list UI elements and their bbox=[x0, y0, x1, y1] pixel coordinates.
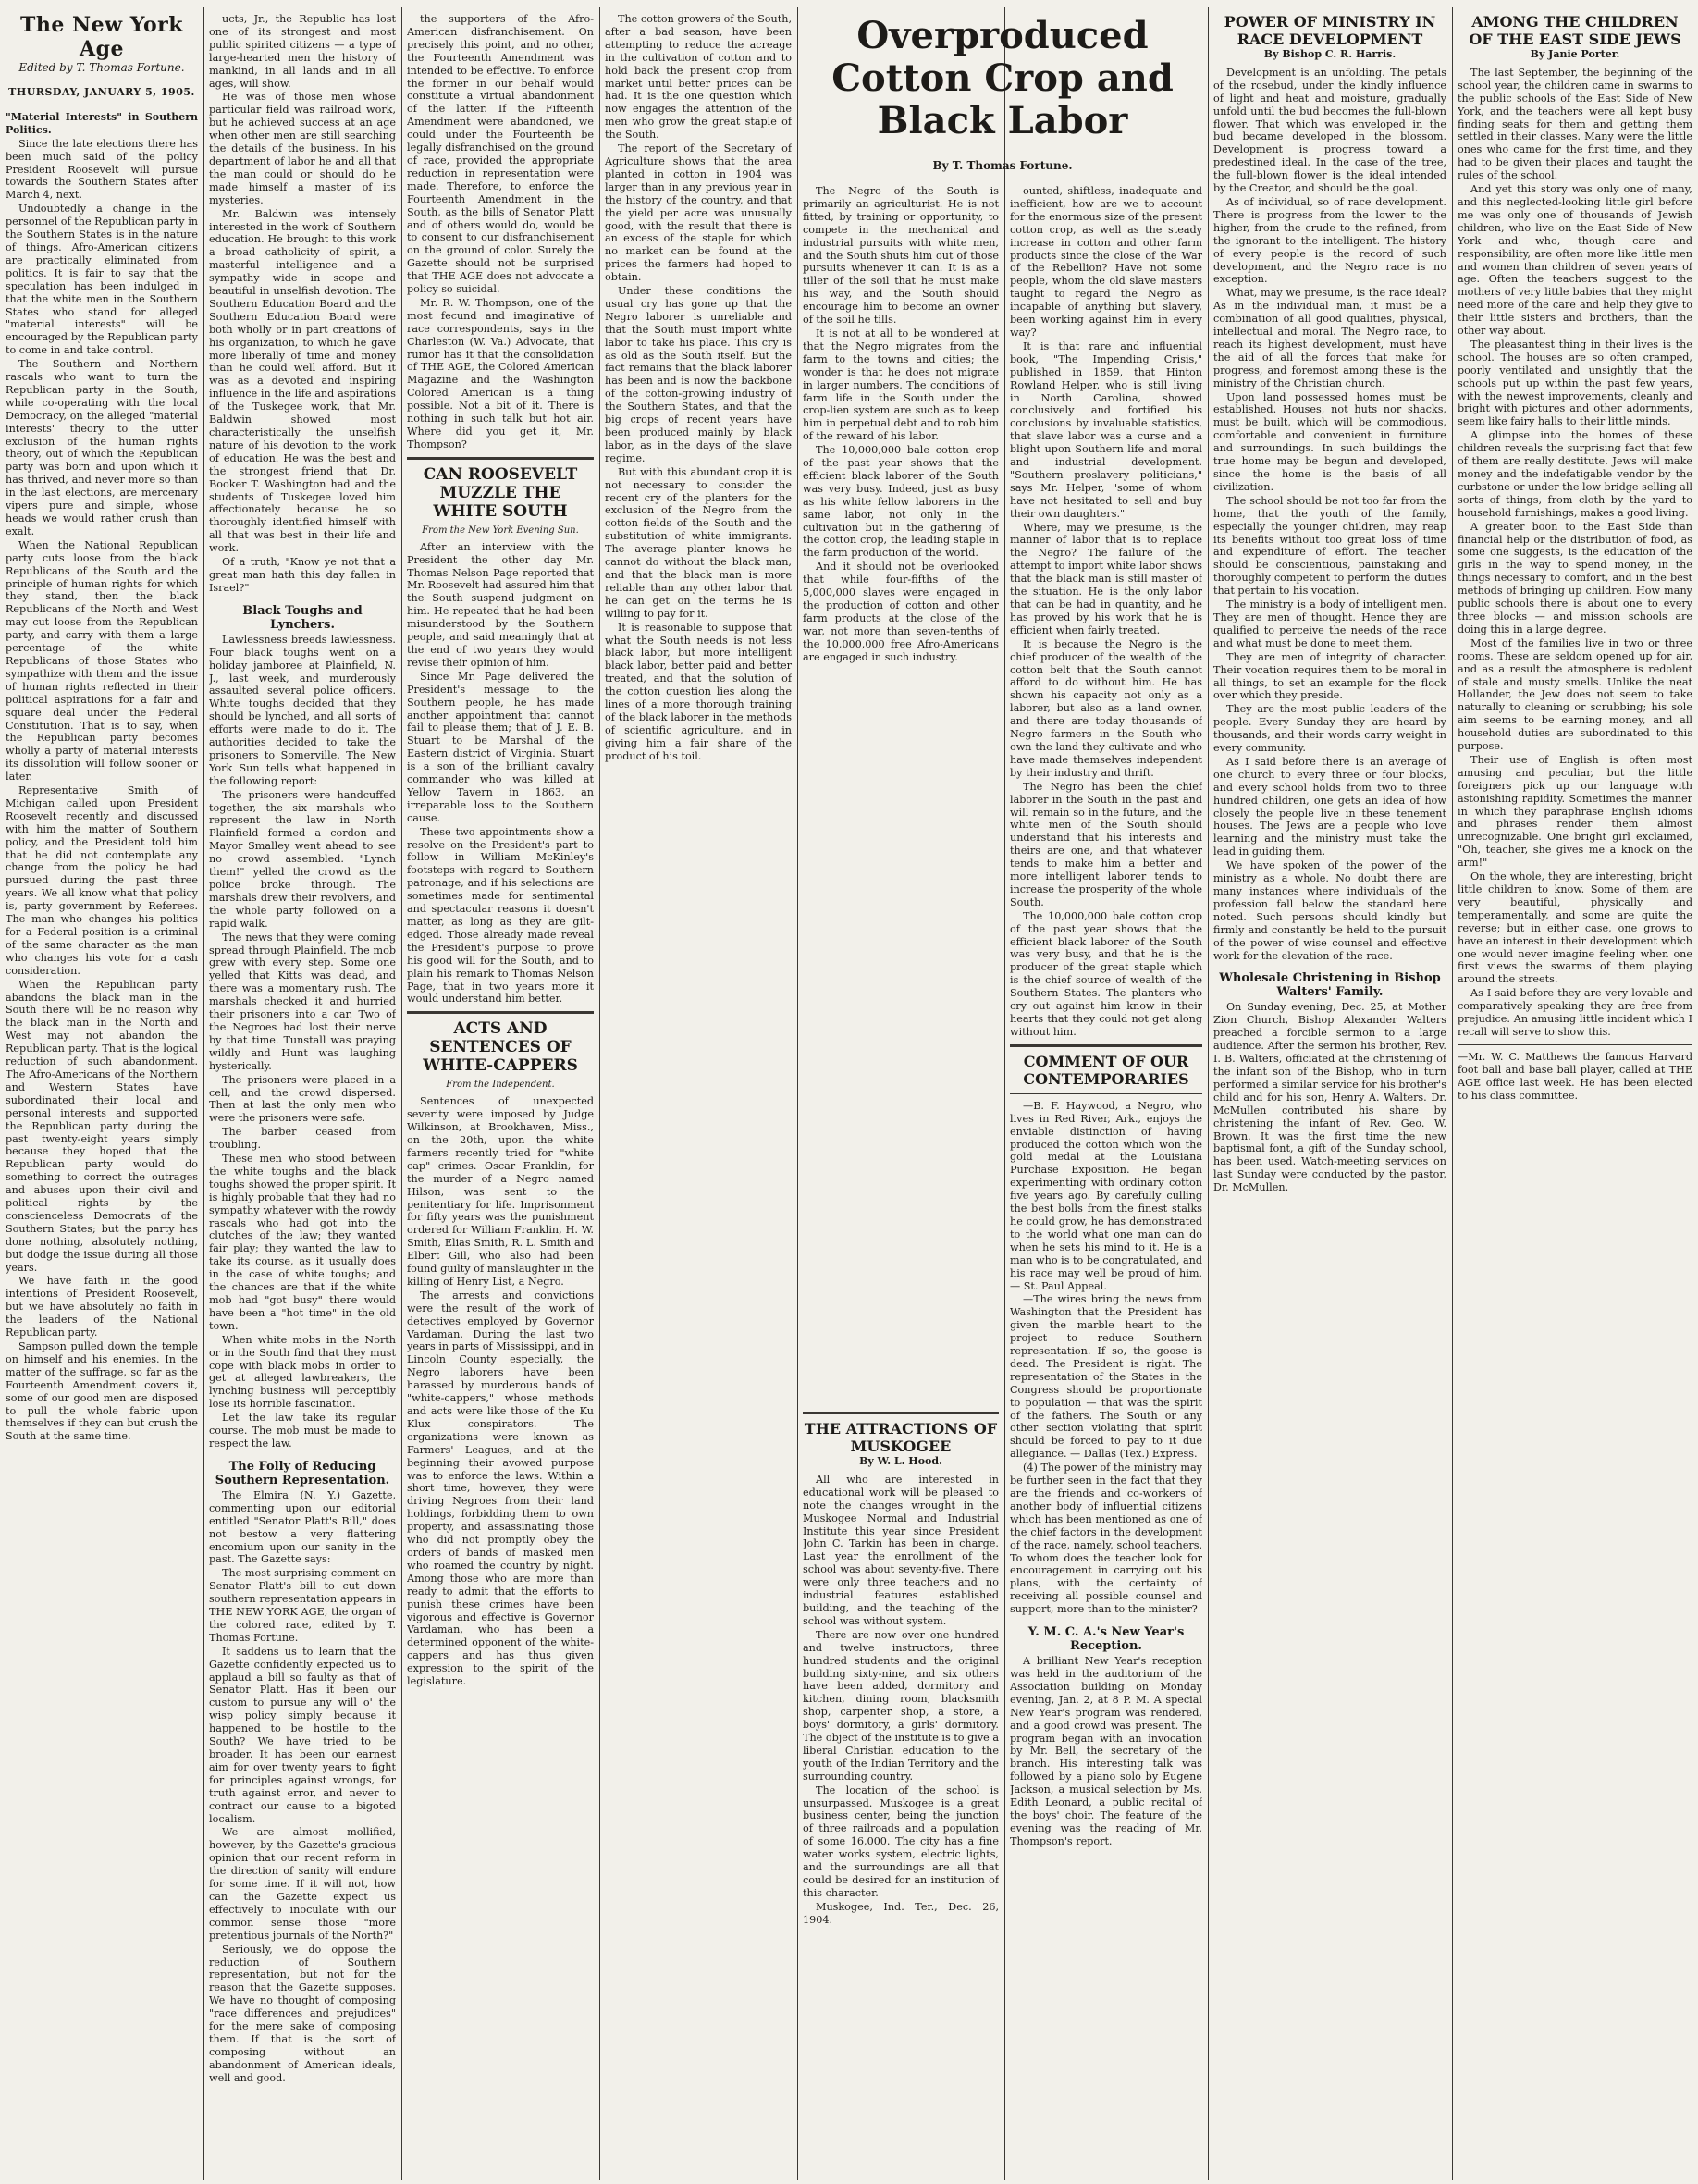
column-3 bbox=[407, 13, 594, 2178]
paragraph: What, may we presume, is the race ideal? As in the individual man, it must be a combination of all good qualities, physical, intellectual and moral. The Negro race, to reach its highest development, must have the aid of all the forces that make for progress, and foremost among these is the ministry of the Christian church. bbox=[1213, 287, 1446, 389]
article-body bbox=[209, 634, 396, 1450]
divider bbox=[803, 1412, 999, 1414]
paragraph: The arrests and convictions were the result of the work of detectives employed by Governor Vardaman. During the last two years in parts of Mississippi, and in Lincoln County especially, the Negro laborers have been harassed by murderous bands of "white-cappers," whose methods and acts were like those of the Ku Klux conspirators. The organizations were known as Farmers' Leagues, and at the beginning their avowed purpose was to enforce the laws. Within a short time, however, they were driving Negroes from their land holdings, forbidding them to own property, and assassinating those who did not promptly obey the orders of bands of masked men who roamed the country by night. Among those who are more than ready to admit that the efforts to punish these crimes have been vigorous and effective is Governor Vardaman, who has been a determined opponent of the white-cappers and has thus given expression to the spirit of the legislature. bbox=[407, 1289, 594, 1688]
article-body bbox=[1213, 1001, 1446, 1194]
article-body bbox=[1458, 67, 1692, 1039]
paragraph: (4) The power of the ministry may be further seen in the fact that they are the friends and co-workers of another body of influential citizens which has been mentioned as one of the chief factors in the development of the race, namely, school teachers. To whom does the teacher look for encouragement in carrying out his plans, with the certainty of receiving all possible counsel and support, more than to the minister? bbox=[1010, 1462, 1202, 1616]
paragraph: Seriously, we do oppose the reduction of Southern representation, but not for the reason that the Gazette supposes. We have no thought of composing "race differences and prejudices" for the mere sake of composing them. If that is the sort of composing without an abandonment of American ideals, well and good. bbox=[209, 1943, 396, 2084]
article-body bbox=[209, 1489, 396, 2085]
paragraph: Under these conditions the usual cry has gone up that the Negro laborer is unreliable and that the South must import white labor to take his place. This cry is as old as the South itself. But the fact remains that the black laborer has been and is now the backbone of the cotton-growing industry of the Southern States, and that the big crops of recent years have been produced mainly by black labor, as in the days of the slave regime. bbox=[605, 285, 792, 464]
paragraph: They are the most public leaders of the people. Every Sunday they are heard by thousands, and their words carry weight in every community. bbox=[1213, 703, 1446, 755]
paragraph: After an interview with the President the other day Mr. Thomas Nelson Page reported that Mr. Roosevelt had assured him that the South suspend judgment on him. He repeated that he had been misunderstood by the Southern people, and said meaningly that at the end of two years they would revise their opinion of him. bbox=[407, 540, 594, 669]
paragraph: And it should not be overlooked that while four-fifths of the 5,000,000 slaves were engaged in the production of cotton and other farm products at the close of the war, not more than seven-tenths of the 10,000,000 free Afro-Americans are engaged in such industry. bbox=[803, 561, 999, 663]
article-byline: By Janie Porter. bbox=[1530, 48, 1620, 60]
masthead-title: The New York Age bbox=[19, 13, 184, 61]
masthead bbox=[6, 13, 198, 74]
column-rule bbox=[1004, 7, 1005, 2180]
paragraph: A greater boon to the East Side than financial help or the distribution of food, as some one suggests, is the education of the girls in the way to spend money, in the things necessary to comfort, and in the best methods of bringing up children. How many public schools there is about one to every three blocks — and mission schools are doing this in a large degree. bbox=[1458, 520, 1692, 635]
paragraph: The Negro has been the chief laborer in the South in the past and will remain so in the future, and the white men of the South should understand that his interests and theirs are one, and that whatever tends to make him a better and more intelligent laborer tends to increase the prosperity of the whole South. bbox=[1010, 780, 1202, 908]
paragraph: The 10,000,000 bale cotton crop of the past year shows that the efficient black laborer of the South was very busy. Indeed, just as busy as his white fellow laborers in the same labor, not only in the cultivation but in the gathering of the cotton crop, the leading staple in the farm production of the world. bbox=[803, 444, 999, 560]
paragraph: Sentences of unexpected severity were imposed by Judge Wilkinson, at Brookhaven, Miss., on the 20th, upon the white farmers recently tried for "white cap" crimes. Oscar Franklin, for the murder of a Negro named Hilson, was sent to the penitentiary for life. Imprisonment for fifty years was the punishment ordered for William Franklin, H. W. Smith, Elias Smith, R. L. Smith and Elbert Gill, who also had been found guilty of manslaughter in the killing of Henry List, a Negro. bbox=[407, 1095, 594, 1288]
column-4 bbox=[605, 13, 792, 2178]
article-body bbox=[407, 541, 594, 1006]
news-note: —Mr. W. C. Matthews the famous Harvard foot ball and base ball player, called at THE AGE office last week. He has been elected to his class committee. bbox=[1458, 1050, 1692, 1102]
column-rule bbox=[797, 7, 798, 2180]
divider bbox=[1010, 1093, 1202, 1094]
paragraph: The school should be not too far from the home, that the youth of the family, especially the younger children, may reap its benefits without too great loss of time and expenditure of effort. The teacher should be conscientious, painstaking and thoroughly competent to perform the duties that pertain to his vocation. bbox=[1213, 494, 1446, 598]
column-6 bbox=[1010, 185, 1202, 2178]
paragraph: Mr. Baldwin was intensely interested in the work of Southern education. He brought to this work a broad catholicity of spirit, a masterful intelligence and a sympathy wide in scope and beautiful in unselfish devotion. The Southern Education Board and the Southern Education Board were both wholly or in part creations of his organization, to which he gave more liberally of time and money than he could well afford. But it was as a devoted and inspiring influence in the life and aspirations of the Tuskegee work, that Mr. Baldwin showed most characteristically the unselfish nature of his devotion to the work of education. He was the best and the strongest friend that Dr. Booker T. Washington had and the students of Tuskegee loved him affectionately because he so thoroughly identified himself with all that was best in their life and work. bbox=[209, 207, 396, 555]
article-body bbox=[407, 1095, 594, 1688]
paragraph: The report of the Secretary of Agriculture shows that the area planted in cotton in 1904 was larger than in any previous year in the history of the country, and that the yield per acre was unusually good, with the result that there is an excess of the staple for which no market can be found at the prices the farmers had hoped to obtain. bbox=[605, 142, 792, 284]
paragraph: Since the late elections there has been much said of the policy President Roosevelt will pursue towards the Southern States after March 4, next. bbox=[6, 137, 198, 202]
article-source: From the New York Evening Sun. bbox=[422, 524, 579, 536]
article-source: From the Independent. bbox=[446, 1080, 555, 1091]
feature-banner: Overproduced Cotton Crop and Black Labor bbox=[831, 14, 1174, 142]
issue-date: THURSDAY, JANUARY 5, 1905. bbox=[8, 86, 195, 98]
column-rule bbox=[401, 7, 402, 2180]
article-headline: THE ATTRACTIONS OF MUSKOGEE bbox=[804, 1420, 998, 1455]
paragraph: But with this abundant crop it is not necessary to consider the recent cry of the planters for the exclusion of the Negro from the cotton fields of the South and the substitution of white immigrants. The average planter knows he cannot do without the black man, and that the black man is more reliable than any other labor that he can get on the terms he is willing to pay for it. bbox=[605, 465, 792, 620]
column-2 bbox=[209, 13, 396, 2178]
paragraph: The Negro of the South is primarily an agriculturist. He is not fitted, by training or opportunity, to compete in the mechanical and industrial pursuits with white men, and the South shuts him out of those pursuits whenever it can. It is as a tiller of the soil that he must make his way, and the South should encourage him to become an owner of the soil he tills. bbox=[803, 185, 999, 327]
paragraph: They are men of integrity of character. Their vocation requires them to be moral in all things, to set an example for the flock over which they preside. bbox=[1213, 650, 1446, 702]
paragraph: The Southern and Northern rascals who want to turn the Republican party in the South, while co-operating with the local Democracy, on the alleged "material interests" theory to the utter exclusion of the human rights theory, out of which the Republican party was born and upon which it has thrived, and never more so than in the last elections, are mercenary vipers pure and simple, whose heads we would rather crush than exalt. bbox=[6, 358, 198, 537]
paragraph: These men who stood between the white toughs and the black toughs showed the proper spirit. It is highly probable that they had no sympathy whatever with the rowdy rascals who had got into the clutches of the law; they wanted fair play; they wanted the law to take its course, as it usually does in the case of white toughs; and the chances are that if the white mob had "got busy" there would have been a "hot time" in the old town. bbox=[209, 1153, 396, 1332]
article-headline: Y. M. C. A.'s New Year's Reception. bbox=[1027, 1625, 1185, 1654]
paragraph: The prisoners were handcuffed together, the six marshals who represent the law in North Plainfield formed a cordon and Mayor Smalley went ahead to see no crowd assembled. "Lynch them!" yelled the crowd as the police broke through. The marshals drew their revolvers, and the whole party followed on a rapid walk. bbox=[209, 788, 396, 930]
article-byline: By W. L. Hood. bbox=[859, 1455, 942, 1467]
paragraph: It is because the Negro is the chief producer of the wealth of the cotton belt that the South cannot afford to do without him. He has shown his capacity not only as a laborer, but also as a land owner, and there are today thousands of Negro farmers in the South who own the land they cultivate and who have made themselves independent by their industry and thrift. bbox=[1010, 637, 1202, 779]
paragraph: We have spoken of the power of the ministry as a whole. No doubt there are many instances where individuals of the profession fall below the standard here noted. Such persons should kindly but firmly and constantly be held to the pursuit of the power of wise counsel and effective work for the elevation of the race. bbox=[1213, 859, 1446, 962]
column-rule bbox=[599, 7, 600, 2180]
article-body bbox=[803, 185, 999, 664]
feature-byline: By T. Thomas Fortune. bbox=[932, 159, 1073, 172]
paragraph: The prisoners were placed in a cell, and the crowd dispersed. Then at last the only men who were the prisoners were safe. bbox=[209, 1073, 396, 1125]
paragraph: Since Mr. Page delivered the President's message to the Southern people, he has made another appointment that cannot fail to please them; that of J. E. B. Stuart to be Marshal of the Eastern district of Virginia. Stuart is a son of the brilliant cavalry commander who was killed at Yellow Tavern in 1863, an irreparable loss to the Southern cause. bbox=[407, 670, 594, 824]
column-8 bbox=[1458, 13, 1692, 2178]
column-rule bbox=[1452, 7, 1453, 2180]
paragraph: It is that rare and influential book, "The Impending Crisis," published in 1859, that Hinton Rowland Helper, who is still living in North Carolina, showed conclusively and fortified his conclusions by invaluable statistics, that slave labor was a curse and a blight upon Southern life and moral and industrial development. "Southern proslavery politicians," says Mr. Helper, "some of whom have not hesitated to sell and buy their own daughters." bbox=[1010, 339, 1202, 520]
column-1 bbox=[6, 13, 198, 2178]
paragraph: Mr. R. W. Thompson, one of the most fecund and imaginative of race correspondents, says in the Charleston (W. Va.) Advocate, that rumor has it that the consolidation of THE AGE, the Colored American Magazine and the Washington Colored American is a thing possible. Not a bit of it. There is nothing in such talk but hot air. Where did you get it, Mr. Thompson? bbox=[407, 296, 594, 450]
paragraph: It is reasonable to suppose that what the South needs is not less black labor, but more intelligent black labor, better paid and better treated, and that the solution of the cotton question lies along the lines of a more thorough training of the black laborer in the methods of scientific agriculture, and in giving him a fair share of the product of his toil. bbox=[605, 621, 792, 762]
column-rule bbox=[203, 7, 204, 2180]
paragraph: On Sunday evening, Dec. 25, at Mother Zion Church, Bishop Alexander Walters preached a forcible sermon to a large audience. After the sermon his brother, Rev. I. B. Walters, officiated at the christening of the infant son of the Bishop, who in turn performed a similar service for his brother's child and for his son, Henry A. Walters. Dr. McMullen contributed his share by christening the infant of Rev. Geo. W. Brown. It was the first time the new baptismal font, a gift of the Sunday school, has been used. Watch-meeting services on last Sunday were conducted by the pastor, Dr. McMullen. bbox=[1213, 1001, 1446, 1194]
article-body bbox=[1213, 67, 1446, 963]
paragraph: All who are interested in educational work will be pleased to note the changes wrought in the Muskogee Normal and Industrial Institute this year since President John C. Tarkin has been in charge. Last year the enrollment of the school was about seventy-five. There were only three teachers and no industrial features established building, and the teaching of the school was without system. bbox=[803, 1473, 999, 1627]
paragraph: A brilliant New Year's reception was held in the auditorium of the Association building on Monday evening, Jan. 2, at 8 P. M. A special New Year's program was rendered, and a good crowd was present. The program began with an invocation by Mr. Bell, the secretary of the branch. His interesting talk was followed by a piano solo by Eugene Jackson, a musical selection by Ms. Edith Leonard, a public recital of the boys' choir. The feature of the evening was the reading of Mr. Thompson's report. bbox=[1010, 1655, 1202, 1847]
paragraph: The 10,000,000 bale cotton crop of the past year shows that the efficient black laborer of the South was very busy, and that he is the producer of the great staple which is the chief source of wealth of the Southern States. The planters who cry out against him know in their hearts that they could not get along without him. bbox=[1010, 909, 1202, 1038]
article-headline: CAN ROOSEVELT MUZZLE THE WHITE SOUTH bbox=[423, 464, 578, 521]
paragraph: Muskogee, Ind. Ter., Dec. 26, 1904. bbox=[803, 1900, 999, 1926]
paragraph: Lawlessness breeds lawlessness. Four black toughs went on a holiday jamboree at Plainfield, N. J., last week, and murderously assaulted several police officers. White toughs decided that they should be lynched, and all sorts of efforts were made to do it. The authorities decided to take the prisoners to Somerville. The New York Sun tells what happened in the following report: bbox=[209, 633, 396, 787]
article-body bbox=[1010, 1655, 1202, 1848]
article-body bbox=[1010, 1100, 1202, 1616]
paragraph: When the Republican party abandons the black man in the South there will be no reason why the black man in the North and West may not abandon the Republican party. That is the logical reduction of such abandonment. The Afro-Americans of the Northern and Western States have subordinated their local and personal interests and supported the Republican party during the past twenty-eight years simply because they hoped that the Republican party would do something to correct the outrages and abuses upon their civil and political rights by the conscienceless Democrats of the Southern States; but the party has done nothing, absolutely nothing, but dodge the issue during all those years. bbox=[6, 978, 198, 1274]
paragraph: The cotton growers of the South, after a bad season, have been attempting to reduce the acreage in the cultivation of cotton and to hold back the present crop from market until better prices can be had. It is the one question which now engages the attention of the men who grow the great staple of the South. bbox=[605, 13, 792, 142]
paragraph: Let the law take its regular course. The mob must be made to respect the law. bbox=[209, 1412, 396, 1450]
paragraph: On the whole, they are interesting, bright little children to know. Some of them are very beautiful, physically and temperamentally, and some are quite the reverse; but in either case, one grows to have an interest in their development which one would never imagine feeling when one first views the swarms of them playing around the streets. bbox=[1458, 870, 1692, 986]
article-headline: AMONG THE CHILDREN OF THE EAST SIDE JEWS bbox=[1469, 13, 1681, 48]
article-headline: COMMENT OF OUR CONTEMPORARIES bbox=[1023, 1052, 1189, 1088]
paragraph: The barber ceased from troubling. bbox=[209, 1126, 396, 1152]
paragraph: ounted, shiftless, inadequate and inefficient, how are we to account for the enormous size of the present cotton crop, as well as the steady increase in cotton and other farm products since the close of the War of the Rebellion? Have not some people, whom the old slave masters taught to regard the Negro as incapable of anything but slavery, been working against him in every way? bbox=[1010, 185, 1202, 339]
article-body bbox=[6, 138, 198, 1444]
article-headline: Wholesale Christening in Bishop Walters' Family. bbox=[1219, 971, 1441, 1000]
paragraph: As I said before they are very lovable and comparatively speaking they are free from prejudice. An amusing little incident which I recall will serve to show this. bbox=[1458, 987, 1692, 1038]
paragraph: —The wires bring the news from Washington that the President has given the marble heart to the project to reduce Southern representation. If so, the goose is dead. The President is right. The representation of the States in the Congress should be proportionate to population — that was the spirit of the fathers. The South or any other section violating that spirit should be forced to pay to it due allegiance. — Dallas (Tex.) Express. bbox=[1010, 1293, 1202, 1461]
column-rule bbox=[1208, 7, 1209, 2180]
paragraph: Upon land possessed homes must be established. Houses, not huts nor shacks, must be built, which will be commodious, comfortable and convenient in furniture and surroundings. In such buildings the true home may be begun and developed, since the home is the basis of all civilization. bbox=[1213, 390, 1446, 493]
paragraph: The pleasantest thing in their lives is the school. The houses are so often cramped, poorly ventilated and unsightly that the schools put up within the past few years, with the newest improvements, cleanly and bright with pictures and other adornments, seem like fairy halls to their little minds. bbox=[1458, 338, 1692, 428]
paragraph: The Elmira (N. Y.) Gazette, commenting upon our editorial entitled "Senator Platt's Bill," does not bestow a very flattering encomium upon our sanity in the past. The Gazette says: bbox=[209, 1488, 396, 1566]
paragraph: ucts, Jr., the Republic has lost one of its strongest and most public spirited citizens — a type of large-hearted men the history of mankind, in all lands and in all ages, will show. bbox=[209, 13, 396, 90]
article-headline: Black Toughs and Lynchers. bbox=[242, 603, 363, 632]
article-body bbox=[605, 13, 792, 763]
paragraph: Most of the families live in two or three rooms. These are seldom opened up for air, and as a result the atmosphere is redolent of stale and musty smells. Unlike the neat Hollander, the Jew does not seem to take naturally to cleaning or scrubbing; his sole aim seems to be earning money, and all household duties are subordinated to this purpose. bbox=[1458, 636, 1692, 753]
paragraph: The last September, the beginning of the school year, the children came in swarms to the public schools of the East Side of New York, and the teachers were all kept busy finding seats for them and getting them settled in their classes. Many were the little ones who came for the first time, and they had to be given their places and taught the rules of the school. bbox=[1458, 66, 1692, 182]
masthead-editor: Edited by T. Thomas Fortune. bbox=[18, 61, 185, 74]
paragraph: A glimpse into the homes of these children reveals the surprising fact that few of them are really destitute. Jews will make money and the indefatigable vendor by the curbstone or under the low bridge selling all sorts of things, from cloth by the yard to household furnishings, makes a good living. bbox=[1458, 429, 1692, 519]
article-body bbox=[407, 13, 594, 451]
article-headline: POWER OF MINISTRY IN RACE DEVELOPMENT bbox=[1224, 13, 1436, 48]
paragraph: When white mobs in the North or in the South find that they must cope with black mobs in order to get at alleged lawbreakers, the lynching business will perceptibly lose its horrible fascination. bbox=[209, 1333, 396, 1411]
paragraph: We are almost mollified, however, by the Gazette's gracious opinion that our recent reform in the direction of sanity will endure for some time. If it will not, how can the Gazette expect us effectively to inoculate with our common sense those "more pretentious journals of the North?" bbox=[209, 1826, 396, 1942]
column-7 bbox=[1213, 13, 1446, 2178]
paragraph: These two appointments show a resolve on the President's part to follow in William McKinley's footsteps with regard to Southern patronage, and if his selections are sometimes made for sentimental and spectacular reasons it doesn't matter, as long as they are gilt-edged. Those already made reveal the President's purpose to prove his good will for the South, and to plain his remark to Thomas Nelson Page, that in two years more it would understand him better. bbox=[407, 825, 594, 1006]
paragraph: Their use of English is often most amusing and peculiar, but the little foreigners pick up our language with astonishing rapidity. Sometimes the manner in which they paraphrase English idioms and phrases render them almost unrecognizable. One bright girl exclaimed, "Oh, teacher, she gives me a knock on the arm!" bbox=[1458, 753, 1692, 870]
paragraph: It is not at all to be wondered at that the Negro migrates from the farm to the towns and cities; the wonder is that he does not migrate in larger numbers. The conditions of farm life in the South under the crop-lien system are such as to keep him in perpetual debt and to rob him of the reward of his labor. bbox=[803, 327, 999, 443]
article-headline: ACTS AND SENTENCES OF WHITE-CAPPERS bbox=[423, 1019, 578, 1076]
paragraph: The ministry is a body of intelligent men. They are men of thought. Hence they are qualified to perceive the needs of the race and what must be done to meet them. bbox=[1213, 598, 1446, 649]
article-byline: By Bishop C. R. Harris. bbox=[1263, 48, 1397, 60]
article-body bbox=[1010, 185, 1202, 1039]
paragraph: We have faith in the good intentions of President Roosevelt, but we have absolutely no faith in the leaders of the National Republican party. bbox=[6, 1275, 198, 1339]
paragraph: He was of those men whose particular field was railroad work, but he achieved success at an age when other men are still searching the details of the business. In his department of labor he and all that the man could or should do he made himself a master of its mysteries. bbox=[209, 91, 396, 206]
muskogee-article bbox=[803, 1406, 999, 2178]
paragraph: Of a truth, "Know ye not that a great man hath this day fallen in Israel?" bbox=[209, 556, 396, 594]
paragraph: The most surprising comment on Senator Platt's bill to cut down southern representation appears in THE NEW YORK AGE, the organ of the colored race, edited by T. Thomas Fortune. bbox=[209, 1567, 396, 1644]
paragraph: Undoubtedly a change in the personnel of the Republican party in the Southern States is in the nature of things. Afro-American citizens are practically eliminated from politics. It is fair to say that the speculation has been indulged in that the white men in the Southern States who stand for alleged "material interests" will be encouraged by the Republican party to come in and take control. bbox=[6, 203, 198, 357]
paragraph: As of individual, so of race development. There is progress from the lower to the higher, from the crude to the refined, from the ignorant to the intelligent. The history of every people is the record of such development, and the Negro race is no exception. bbox=[1213, 195, 1446, 286]
paragraph: As I said before there is an average of one church to every three or four blocks, and every school holds from two to three hundred children, one gets an idea of how closely the people live in these tenement houses. The Jews are a people who love learning and the ministry must take the lead in guiding them. bbox=[1213, 755, 1446, 858]
divider bbox=[1458, 1044, 1692, 1045]
paragraph: the supporters of the Afro-American disfranchisement. On precisely this point, and no other, the Fourteenth Amendment was intended to be effective. To enforce the former in our behalf would constitute a virtual abandonment of the latter. If the Fifteenth Amendment were abandoned, we could under the Fourteenth be legally disfranchised on the ground of race, provided the appropriate reduction in representation were made. Therefore, to enforce the Fourteenth Amendment in the South, as the bills of Senator Platt and of others would do, would be to consent to our disfranchisement on the ground of color. Surely the Gazette should not be surprised that THE AGE does not advocate a policy so suicidal. bbox=[407, 13, 594, 296]
article-body bbox=[209, 13, 396, 595]
paragraph: And yet this story was only one of many, and this neglected-looking little girl before me was only one of thousands of Jewish children, who live on the East Side of New York and who, though care and responsibility, are often more like little men and women than children of seven years of age. Often the teachers suggest to the mothers of very little babies that they might need more of the care and help they give to their little sisters and brothers, than the other way about. bbox=[1458, 183, 1692, 338]
paragraph: The location of the school is unsurpassed. Muskogee is a great business center, being the junction of three railroads and a population of some 16,000. The city has a fine water works system, electric lights, and the surroundings are all that could be desired for an institution of this character. bbox=[803, 1783, 999, 1899]
paragraph: —B. F. Haywood, a Negro, who lives in Red River, Ark., enjoys the enviable distinction of having produced the cotton which won the gold medal at the Louisiana Purchase Exposition. He began experimenting with ordinary cotton five years ago. By carefully culling the best bolls from the finest stalks he could grow, he has demonstrated to the world what one man can do when he sets his mind to it. He is a man who is to be congratulated, and his race may well be proud of him. — St. Paul Appeal. bbox=[1010, 1099, 1202, 1292]
article-headline: "Material Interests" in Southern Politics. bbox=[6, 110, 198, 136]
paragraph: There are now over one hundred and twelve instructors, three hundred students and the original building sixty-nine, and six others have been added, dormitory and kitchen, dining room, blacksmith shop, carpenter shop, a store, a boys' dormitory, a girls' dormitory. The object of the institute is to give a liberal Christian education to the youth of the Indian Territory and the surrounding country. bbox=[803, 1628, 999, 1783]
article-body bbox=[803, 1474, 999, 1927]
divider bbox=[407, 457, 594, 460]
paragraph: Representative Smith of Michigan called upon President Roosevelt recently and discussed with him the matter of Southern policy, and the President told him that he did not contemplate any change from the policy he had pursued during the past three years. We all know what that policy is, party government by Referees. The man who changes his politics for a Federal position is a criminal of the same character as the man who changes his vote for a cash consideration. bbox=[6, 784, 198, 977]
divider bbox=[407, 1011, 594, 1014]
paragraph: The news that they were coming spread through Plainfield. The mob grew with every step. Some one yelled that Kitts was dead, and there was a momentary rush. The marshals checked it and hurried their prisoners into a car. Two of the Negroes had lost their nerve by that time. Tunstall was praying wildly and Hunt was laughing hysterically. bbox=[209, 931, 396, 1072]
divider bbox=[1010, 1044, 1202, 1047]
paragraph: Development is an unfolding. The petals of the rosebud, under the kindly influence of light and heat and moisture, gradually unfold until the bud becomes the full-blown flower. That which was enveloped in the bud became developed in the blossom. Development is progress toward a predestined ideal. In the case of the tree, the full-blown flower is the ideal intended by the Creator, and should be the goal. bbox=[1213, 66, 1446, 195]
paragraph: It saddens us to learn that the Gazette confidently expected us to applaud a bill so faulty as that of Senator Platt. Has it been our custom to pursue any will o' the wisp policy simply because it happened to be hostile to the South? We have tried to be broader. It has been our earnest aim for over twenty years to fight for principles against wrongs, for truth against error, and never to contract our cause to a bigoted localism. bbox=[209, 1645, 396, 1825]
paragraph: Sampson pulled down the temple on himself and his enemies. In the matter of the suffrage, so far as the Fourteenth Amendment covers it, some of our good men are disposed to pull the whole fabric upon themselves if they can but crush the South at the same time. bbox=[6, 1340, 198, 1443]
article-headline: The Folly of Reducing Southern Representation. bbox=[215, 1459, 390, 1487]
paragraph: Where, may we presume, is the manner of labor that is to replace the Negro? The failure of the attempt to import white labor shows that the black man is still master of the situation. He is the only labor that can be had in quantity, and he has proved by his work that he is efficient when fairly treated. bbox=[1010, 521, 1202, 636]
paragraph: When the National Republican party cuts loose from the black Republicans of the South and the principle of human rights for which they stand, then the black Republicans of the North and West may cut loose from the Republican party, and carry with them a large percentage of the white Republicans of those States who sympathize with them and the issue of human rights reflected in their political aspirations for a fair and square deal under the Federal Constitution. That is to say, when the Republican party becomes wholly a party of material interests its dissolution will follow sooner or later. bbox=[6, 538, 198, 784]
